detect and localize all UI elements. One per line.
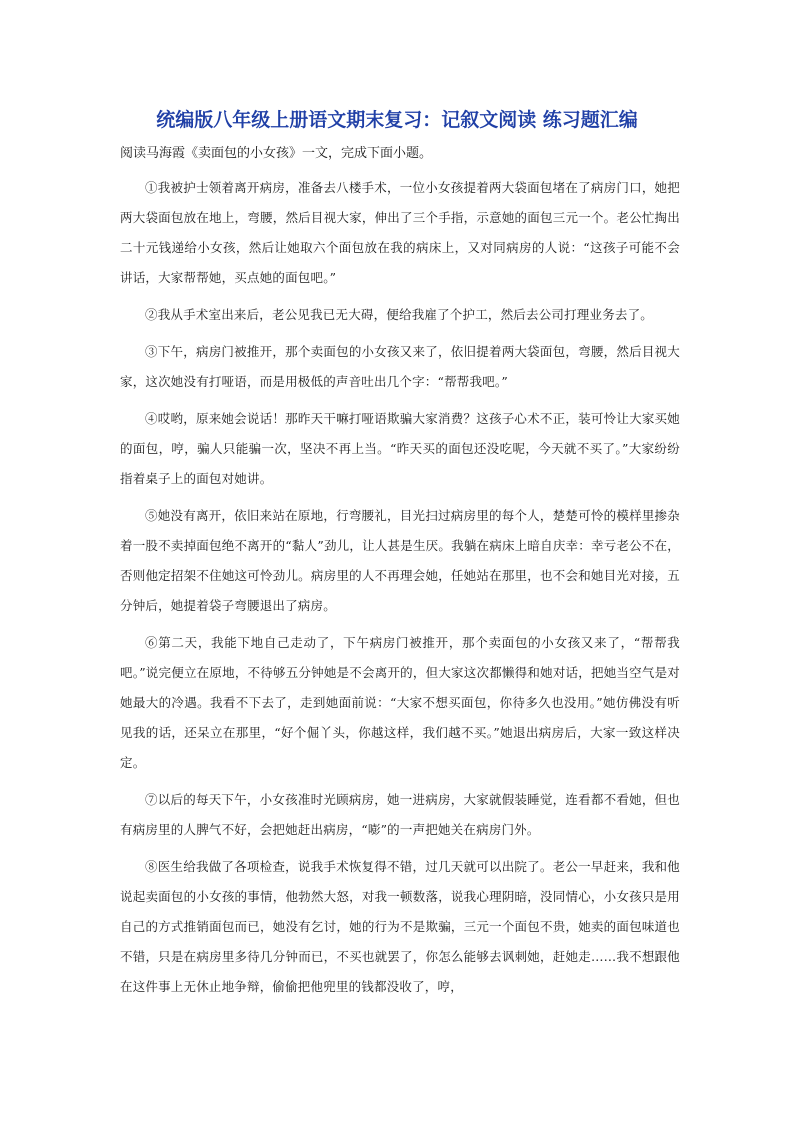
paragraph-6: ⑥第二天，我能下地自己走动了，下午病房门被推开，那个卖面包的小女孩又来了，“帮帮我吧。”说完便立在原地，不待够五分钟她是不会离开的，但大家这次都懒得和她对话，把她当空气是对她最大的冷遇。我看不下去了，走到她面前说：“大家不想买面包，你待多久也没用。”她仿佛没有听见我的话，还呆立在那里，“好个倔丫头，你越这样，我们越不买。”她退出病房后，大家一致这样决定。 <box>120 635 680 770</box>
paragraph-7: ⑦以后的每天下午，小女孩准时光顾病房，她一进病房，大家就假装睡觉，连看都不看她，但也有病房里的人脾气不好，会把她赶出病房，“嘭”的一声把她关在病房门外。 <box>120 792 680 837</box>
paragraph-2: ②我从手术室出来后，老公见我已无大碍，便给我雇了个护工，然后去公司打理业务去了。 <box>145 307 654 322</box>
paragraph-5: ⑤她没有离开，依旧来站在原地，行弯腰礼，目光扫过病房里的每个人，楚楚可怜的模样里掺杂着一股不卖掉面包绝不离开的“黏人”劲儿，让人甚是生厌。我躺在病床上暗自庆幸：幸亏老公不在，否则他定招架不住她这可怜劲儿。病房里的人不再理会她，任她站在那里，也不会和她目光对接，五分钟后，她提着袋子弯腰退出了病房。 <box>120 508 680 613</box>
reading-instruction: 阅读马海霞《卖面包的小女孩》一文，完成下面小题。 <box>120 146 433 161</box>
paragraph-3: ③下午，病房门被推开，那个卖面包的小女孩又来了，依旧提着两大袋面包，弯腰，然后目视大家，这次她没有打哑语，而是用极低的声音吐出几个字：“帮帮我吧。” <box>120 344 680 389</box>
paragraph-8: ⑧医生给我做了各项检查，说我手术恢复得不错，过几天就可以出院了。老公一早赶来，我和他说起卖面包的小女孩的事情，他勃然大怒，对我一顿数落，说我心理阴暗，没同情心，小女孩只是用自己的方式推销面包而已，她没有乞讨，她的行为不是欺骗，三元一个面包不贵，她卖的面包味道也不错，只是在病房里多待几分钟而已，不买也就罢了，你怎么能够去讽刺她，赶她走……我不想跟他在这件事上无休止地争辩，偷偷把他兜里的钱都没收了，哼， <box>120 859 680 994</box>
paragraph-1: ①我被护士领着离开病房，准备去八楼手术，一位小女孩提着两大袋面包堵在了病房门口，她把两大袋面包放在地上，弯腰，然后目视大家，伸出了三个手指，示意她的面包三元一个。老公忙掏出二十元钱递给小女孩，然后让她取六个面包放在我的病床上，又对同病房的人说：“这孩子可能不会讲话，大家帮帮她，买点她的面包吧。” <box>120 180 680 285</box>
document-title: 统编版八年级上册语文期末复习：记叙文阅读 练习题汇编 <box>156 109 638 131</box>
paragraph-4: ④哎哟，原来她会说话！那昨天干嘛打哑语欺骗大家消费？这孩子心术不正，装可怜让大家买她的面包，哼，骗人只能骗一次，坚决不再上当。“昨天买的面包还没吃呢，今天就不买了。”大家纷纷指着桌子上的面包对她讲。 <box>120 411 680 486</box>
article-body <box>120 173 680 1009</box>
